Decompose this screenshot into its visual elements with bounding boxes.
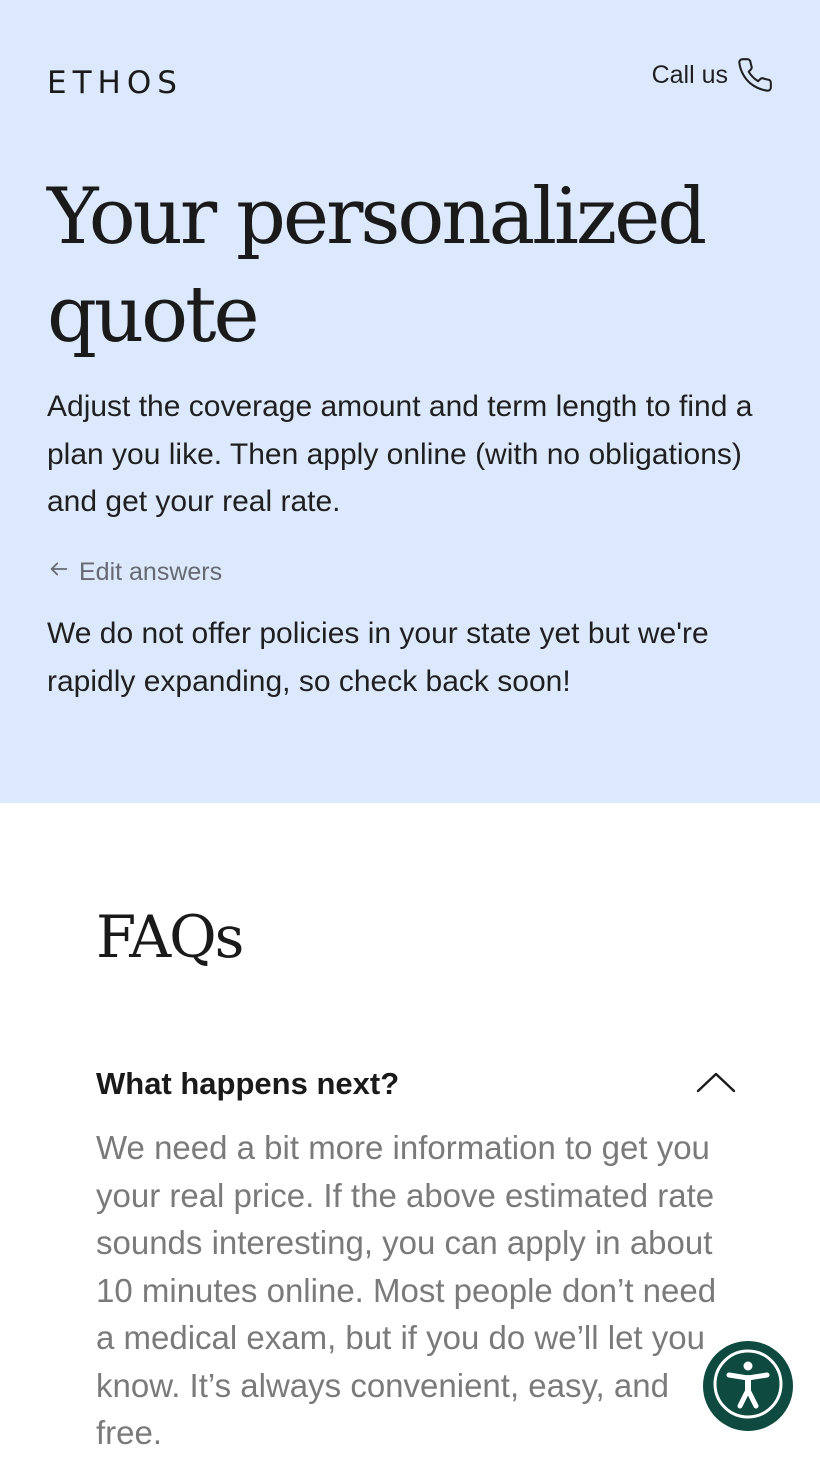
quote-intro-text: Adjust the coverage amount and term length to find a plan you like. Then apply online (with no obligations) and get your real rate.: [47, 390, 753, 518]
faq-question: What happens next?: [96, 1066, 400, 1101]
accessibility-button[interactable]: [703, 1341, 793, 1431]
ethos-logo[interactable]: ETHOS: [47, 65, 183, 101]
accessibility-icon: [709, 1345, 787, 1428]
phone-icon: [736, 56, 774, 94]
call-us-label: Call us: [651, 60, 728, 89]
state-availability-notice: We do not offer policies in your state yet but we're rapidly expanding, so check back soon!: [47, 617, 709, 698]
faq-heading: FAQs: [96, 903, 243, 971]
call-us-link[interactable]: [652, 56, 774, 94]
faq-question-toggle[interactable]: [96, 1060, 736, 1108]
chevron-up-icon[interactable]: [696, 1070, 736, 1099]
edit-answers-label: Edit answers: [79, 558, 223, 586]
page-title: Your personalized quote: [47, 172, 705, 360]
faq-answer: We need a bit more information to get you your real price. If the above estimated rate sounds interesting, you can apply in about 10 minutes online. Most people don’t need a medical exam, but if you do we’ll let you know. It’s always convenient, easy, and free.: [96, 1129, 717, 1451]
edit-answers-link[interactable]: [48, 558, 222, 587]
arrow-left-icon: [48, 558, 70, 587]
